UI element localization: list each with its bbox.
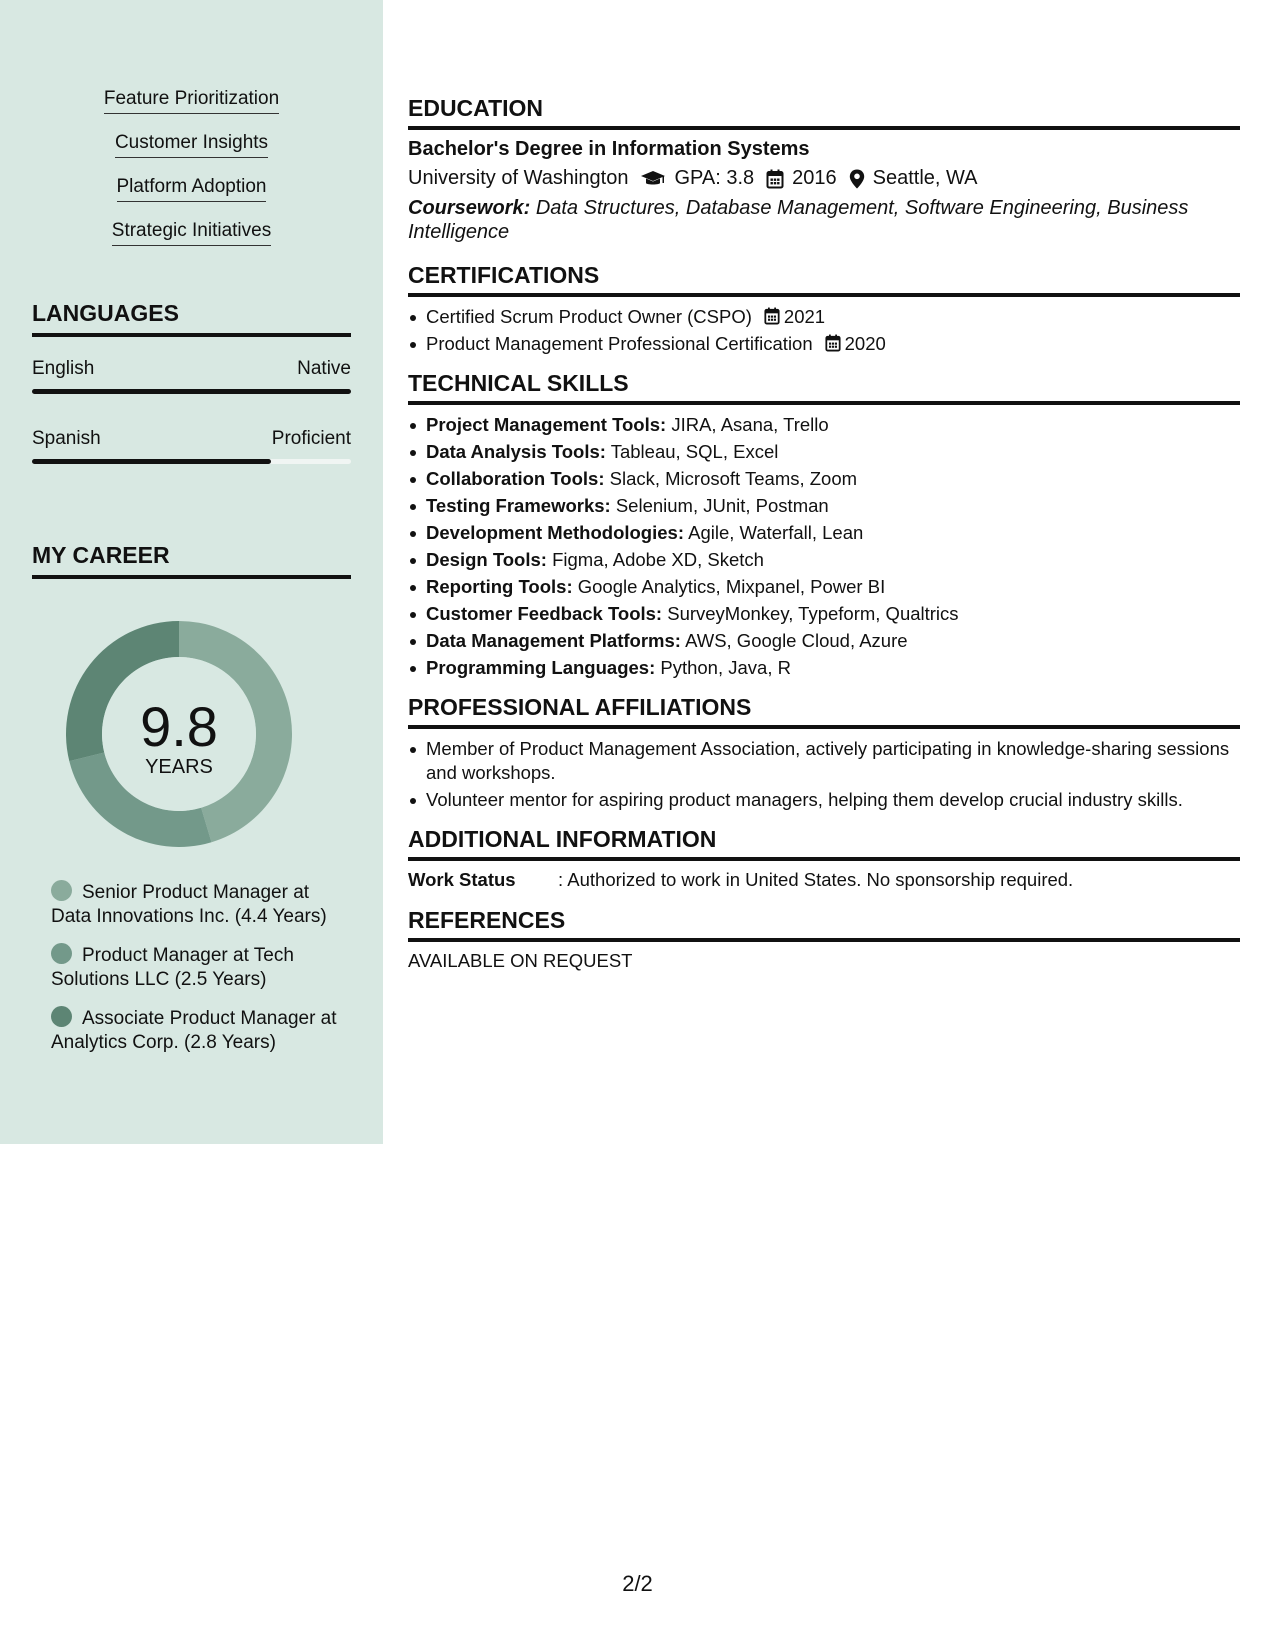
skill-tag: Platform Adoption bbox=[117, 175, 267, 202]
list-item bbox=[408, 602, 1240, 626]
skill-label: Data Management Platforms: bbox=[426, 630, 681, 651]
list-item bbox=[408, 440, 1240, 464]
skill-label: Data Analysis Tools: bbox=[426, 441, 606, 462]
affiliations-list bbox=[408, 737, 1240, 812]
references-text: AVAILABLE ON REQUEST bbox=[408, 950, 633, 971]
career-heading: MY CAREER bbox=[32, 542, 351, 579]
legend-dot bbox=[51, 1006, 72, 1027]
work-status-row bbox=[408, 869, 1240, 891]
gpa: GPA: 3.8 bbox=[674, 167, 755, 189]
skill-label: Design Tools: bbox=[426, 549, 547, 570]
language-bar-fill bbox=[32, 459, 271, 464]
language-row bbox=[32, 358, 351, 380]
coursework bbox=[408, 196, 1240, 244]
language-bar bbox=[32, 389, 351, 394]
cert-year: 2020 bbox=[844, 333, 886, 354]
career-label: Senior Product Manager at Data Innovations Inc. (4.4 Years) bbox=[51, 882, 327, 927]
work-status-value: : Authorized to work in United States. No sponsorship required. bbox=[558, 869, 1074, 890]
location: Seattle, WA bbox=[872, 167, 978, 189]
skill-label: Collaboration Tools: bbox=[426, 468, 605, 489]
sidebar bbox=[0, 0, 383, 1144]
career-item bbox=[51, 880, 341, 929]
language-row bbox=[32, 428, 351, 450]
skill-tags bbox=[0, 87, 383, 263]
language-level: Proficient bbox=[271, 428, 351, 449]
school: University of Washington bbox=[408, 167, 629, 189]
list-item bbox=[408, 575, 1240, 599]
skill-value: Python, Java, R bbox=[660, 657, 791, 678]
list-item bbox=[408, 413, 1240, 437]
skills-heading: TECHNICAL SKILLS bbox=[408, 370, 1240, 405]
language-name: English bbox=[32, 358, 95, 379]
list-item bbox=[408, 521, 1240, 545]
calendar-icon bbox=[825, 334, 841, 352]
additional-info-heading: ADDITIONAL INFORMATION bbox=[408, 826, 1240, 861]
skill-tag: Customer Insights bbox=[115, 131, 268, 158]
education-meta bbox=[408, 167, 1240, 190]
skill-label: Programming Languages: bbox=[426, 657, 656, 678]
degree: Bachelor's Degree in Information Systems bbox=[408, 138, 810, 160]
legend-dot bbox=[51, 943, 72, 964]
list-item: Volunteer mentor for aspiring product managers, helping them develop crucial industry skills. bbox=[408, 788, 1240, 812]
career-item bbox=[51, 943, 341, 992]
career-legend bbox=[51, 880, 341, 1069]
list-item bbox=[408, 629, 1240, 653]
career-donut-chart bbox=[66, 621, 292, 847]
cert-year: 2021 bbox=[783, 306, 826, 327]
coursework-label: Coursework: bbox=[408, 197, 531, 219]
language-bar-fill bbox=[32, 389, 351, 394]
main-content bbox=[408, 95, 1240, 972]
skill-tag: Feature Prioritization bbox=[104, 87, 279, 114]
list-item bbox=[408, 656, 1240, 680]
graduation-cap-icon bbox=[640, 170, 666, 188]
coursework-text: Data Structures, Database Management, Software Engineering, Business Intelligence bbox=[408, 197, 1189, 243]
calendar-icon bbox=[764, 307, 780, 325]
skill-label: Development Methodologies: bbox=[426, 522, 684, 543]
list-item bbox=[408, 332, 1240, 356]
education-heading: EDUCATION bbox=[408, 95, 1240, 130]
list-item bbox=[408, 467, 1240, 491]
graduation-year: 2016 bbox=[792, 167, 837, 189]
career-total: 9.8 bbox=[140, 695, 218, 758]
skill-value: JIRA, Asana, Trello bbox=[671, 414, 829, 435]
languages-heading: LANGUAGES bbox=[32, 300, 351, 337]
skill-label: Testing Frameworks: bbox=[426, 495, 611, 516]
list-item bbox=[408, 305, 1240, 329]
page-number: 2/2 bbox=[622, 1571, 653, 1596]
skill-value: Agile, Waterfall, Lean bbox=[688, 522, 864, 543]
list-item: Member of Product Management Association, actively participating in knowledge-sharing sessions and workshops. bbox=[408, 737, 1240, 785]
work-status-key: Work Status bbox=[408, 869, 516, 890]
references-heading: REFERENCES bbox=[408, 907, 1240, 942]
career-label: Product Manager at Tech Solutions LLC (2.5 Years) bbox=[51, 945, 294, 990]
career-item bbox=[51, 1006, 341, 1055]
skill-label: Customer Feedback Tools: bbox=[426, 603, 663, 624]
cert-name: Certified Scrum Product Owner (CSPO) bbox=[426, 306, 752, 327]
skill-value: Figma, Adobe XD, Sketch bbox=[552, 549, 764, 570]
career-label: Associate Product Manager at Analytics Corp. (2.8 Years) bbox=[51, 1008, 337, 1053]
location-pin-icon bbox=[849, 169, 865, 189]
skill-value: Tableau, SQL, Excel bbox=[610, 441, 779, 462]
skill-value: Slack, Microsoft Teams, Zoom bbox=[609, 468, 858, 489]
cert-name: Product Management Professional Certification bbox=[426, 333, 813, 354]
language-name: Spanish bbox=[32, 428, 101, 449]
calendar-icon bbox=[766, 169, 784, 189]
skill-label: Reporting Tools: bbox=[426, 576, 573, 597]
skill-value: Google Analytics, Mixpanel, Power BI bbox=[577, 576, 886, 597]
certifications-heading: CERTIFICATIONS bbox=[408, 262, 1240, 297]
affiliations-heading: PROFESSIONAL AFFILIATIONS bbox=[408, 694, 1240, 729]
legend-dot bbox=[51, 880, 72, 901]
skill-value: SurveyMonkey, Typeform, Qualtrics bbox=[667, 603, 959, 624]
skill-value: AWS, Google Cloud, Azure bbox=[685, 630, 908, 651]
skill-value: Selenium, JUnit, Postman bbox=[615, 495, 829, 516]
certifications-list bbox=[408, 305, 1240, 356]
skill-label: Project Management Tools: bbox=[426, 414, 667, 435]
career-unit: YEARS bbox=[145, 756, 213, 778]
skills-list bbox=[408, 413, 1240, 680]
list-item bbox=[408, 494, 1240, 518]
skill-tag: Strategic Initiatives bbox=[112, 219, 271, 246]
language-level: Native bbox=[297, 358, 351, 379]
language-bar bbox=[32, 459, 351, 464]
list-item bbox=[408, 548, 1240, 572]
